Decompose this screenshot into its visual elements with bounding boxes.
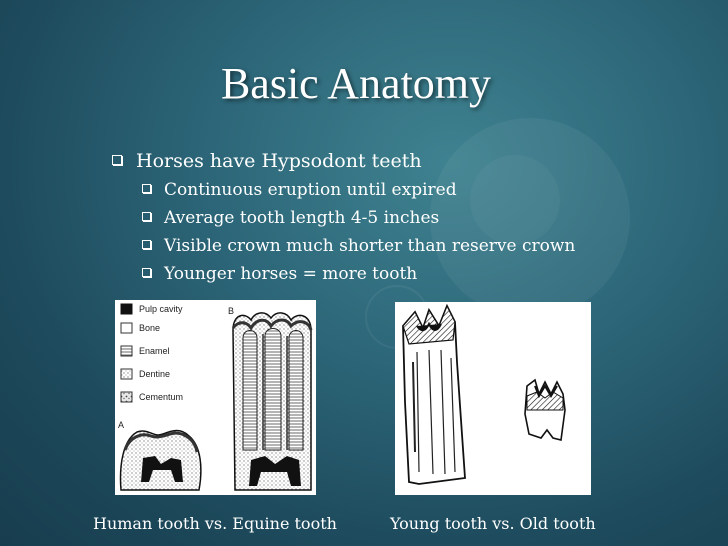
equine-tooth-drawing [233,313,311,490]
young-tooth-drawing [403,306,465,484]
bullet-sub-1 [142,180,457,200]
legend-label-enamel: Enamel [139,346,170,356]
legend [121,304,183,402]
legend-swatch-pulp [121,304,132,314]
bullet-main [112,150,422,172]
checkbox-bullet-icon [112,155,122,165]
bullet-sub-4 [142,264,417,284]
bullet-sub-text: Younger horses = more tooth [164,264,418,284]
legend-label-bone: Bone [139,323,161,333]
caption-human-vs-equine: Human tooth vs. Equine tooth [93,514,337,533]
tooth-comparison-figure [115,300,316,495]
bullet-main-text: Horses have Hypsodont teeth [136,150,422,172]
old-tooth-drawing [525,380,565,440]
legend-label-pulp: Pulp cavity [139,304,183,314]
bullet-sub-text: Average tooth length 4-5 inches [164,208,440,228]
checkbox-bullet-icon [142,240,151,249]
bullet-sub-3 [142,236,575,256]
label-b: B [228,306,235,316]
background-circle-small [470,155,560,245]
bullet-sub-text: Visible crown much shorter than reserve crown [164,236,576,256]
caption-young-vs-old: Young tooth vs. Old tooth [390,514,596,533]
tooth-age-figure [395,302,591,495]
legend-swatch-bone [121,323,132,333]
checkbox-bullet-icon [142,268,151,277]
slide-title: Basic Anatomy [220,59,492,108]
checkbox-bullet-icon [142,184,151,193]
legend-swatch-cementum [121,392,132,402]
legend-label-cementum: Cementum [139,392,184,402]
label-a: A [118,420,125,430]
legend-swatch-dentine [121,369,132,379]
legend-swatch-enamel [121,346,132,356]
human-tooth-drawing [121,431,201,491]
legend-label-dentine: Dentine [139,369,171,379]
bullet-sub-text: Continuous eruption until expired [164,180,457,200]
bullet-sub-2 [142,208,439,228]
checkbox-bullet-icon [142,212,151,221]
